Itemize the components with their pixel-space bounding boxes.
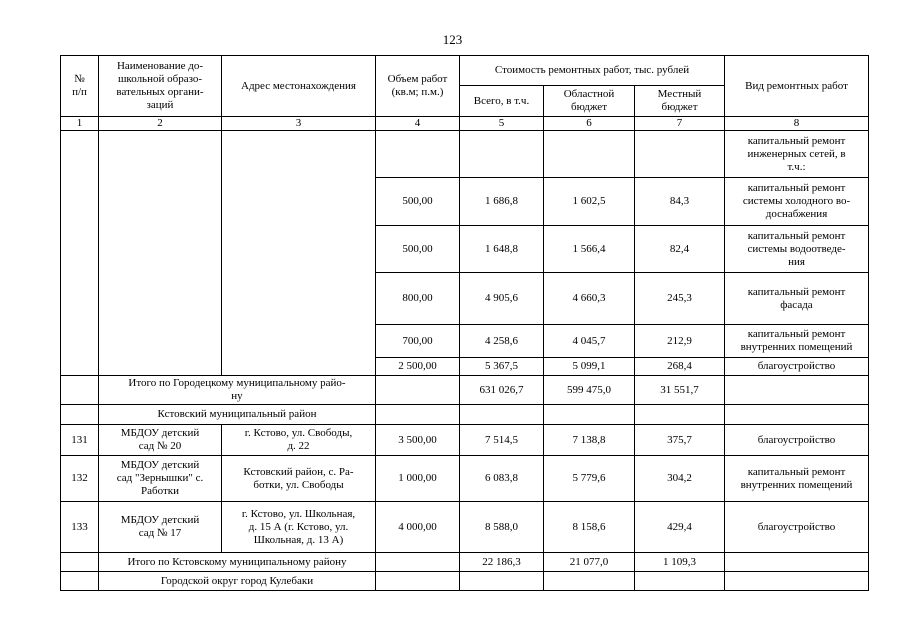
column-number: 5 — [460, 117, 544, 131]
district-row — [61, 405, 869, 425]
local-cell: 82,4 — [635, 226, 725, 273]
subtotal-label: Итого по Кстовскому муниципальному району — [99, 553, 376, 572]
header-row — [61, 56, 869, 86]
address-cell: Кстовский район, с. Ра- ботки, ул. Свободы — [222, 456, 376, 502]
regional-cell: 21 077,0 — [544, 553, 635, 572]
empty-cell — [635, 405, 725, 425]
table-row — [61, 425, 869, 456]
work-type-cell: благоустройство — [725, 502, 869, 553]
volume-cell: 700,00 — [376, 325, 460, 358]
column-number-row — [61, 117, 869, 131]
regional-cell: 7 138,8 — [544, 425, 635, 456]
empty-cell — [725, 376, 869, 405]
total-cell: 8 588,0 — [460, 502, 544, 553]
regional-cell: 599 475,0 — [544, 376, 635, 405]
empty-cell — [725, 572, 869, 591]
table-row — [61, 502, 869, 553]
local-cell: 212,9 — [635, 325, 725, 358]
volume-cell: 3 500,00 — [376, 425, 460, 456]
regional-cell: 1 566,4 — [544, 226, 635, 273]
repair-works-table — [60, 55, 869, 591]
volume-cell: 500,00 — [376, 226, 460, 273]
volume-cell: 1 000,00 — [376, 456, 460, 502]
subtotal-label: Итого по Городецкому муниципальному райо- ну — [99, 376, 376, 405]
subtotal-row — [61, 376, 869, 405]
header-regional: Областной бюджет — [544, 86, 635, 117]
header-name: Наименование до- школьной образо- вательных органи- заций — [99, 56, 222, 117]
header-total: Всего, в т.ч. — [460, 86, 544, 117]
header-cost-group: Стоимость ремонтных работ, тыс. рублей — [460, 56, 725, 86]
organization-name: МБДОУ детский сад № 20 — [99, 425, 222, 456]
work-type-cell: капитальный ремонт системы холодного во- доснабжения — [725, 178, 869, 226]
work-type-cell: капитальный ремонт внутренних помещений — [725, 325, 869, 358]
total-cell: 22 186,3 — [460, 553, 544, 572]
header-address: Адрес местонахождения — [222, 56, 376, 117]
empty-cell — [544, 405, 635, 425]
volume-cell: 500,00 — [376, 178, 460, 226]
total-cell: 4 905,6 — [460, 273, 544, 325]
row-number: 133 — [61, 502, 99, 553]
subtotal-row — [61, 553, 869, 572]
table-row — [61, 131, 869, 178]
row-number: 132 — [61, 456, 99, 502]
district-label: Кстовский муниципальный район — [99, 405, 376, 425]
empty-cell — [61, 553, 99, 572]
local-cell: 429,4 — [635, 502, 725, 553]
total-cell: 7 514,5 — [460, 425, 544, 456]
regional-cell: 8 158,6 — [544, 502, 635, 553]
total-cell: 4 258,6 — [460, 325, 544, 358]
empty-cell — [376, 553, 460, 572]
local-cell: 31 551,7 — [635, 376, 725, 405]
address-cell: г. Кстово, ул. Свободы, д. 22 — [222, 425, 376, 456]
empty-cell — [61, 572, 99, 591]
header-local: Местный бюджет — [635, 86, 725, 117]
row-number: 131 — [61, 425, 99, 456]
volume-cell: 800,00 — [376, 273, 460, 325]
work-type-cell: капитальный ремонт внутренних помещений — [725, 456, 869, 502]
empty-cell — [61, 405, 99, 425]
total-cell: 5 367,5 — [460, 358, 544, 376]
local-cell: 268,4 — [635, 358, 725, 376]
column-number: 1 — [61, 117, 99, 131]
header-volume: Объем работ (кв.м; п.м.) — [376, 56, 460, 117]
work-type-cell: капитальный ремонт системы водоотведе- ния — [725, 226, 869, 273]
column-number: 7 — [635, 117, 725, 131]
work-type-cell: капитальный ремонт инженерных сетей, в т.ч.: — [725, 131, 869, 178]
column-number: 3 — [222, 117, 376, 131]
empty-cell — [725, 553, 869, 572]
column-number: 6 — [544, 117, 635, 131]
column-number: 2 — [99, 117, 222, 131]
empty-cell — [725, 405, 869, 425]
page-number: 123 — [442, 32, 463, 47]
empty-cell — [460, 572, 544, 591]
empty-cell — [61, 131, 99, 376]
empty-cell — [460, 405, 544, 425]
organization-name: МБДОУ детский сад № 17 — [99, 502, 222, 553]
total-cell: 1 648,8 — [460, 226, 544, 273]
volume-cell: 2 500,00 — [376, 358, 460, 376]
regional-cell: 1 602,5 — [544, 178, 635, 226]
empty-cell — [99, 131, 222, 376]
column-number: 4 — [376, 117, 460, 131]
volume-cell: 4 000,00 — [376, 502, 460, 553]
total-cell — [460, 131, 544, 178]
empty-cell — [61, 376, 99, 405]
column-number: 8 — [725, 117, 869, 131]
organization-name: МБДОУ детский сад "Зернышки" с. Работки — [99, 456, 222, 502]
regional-cell: 4 045,7 — [544, 325, 635, 358]
total-cell: 6 083,8 — [460, 456, 544, 502]
work-type-cell: благоустройство — [725, 425, 869, 456]
total-cell: 1 686,8 — [460, 178, 544, 226]
local-cell: 245,3 — [635, 273, 725, 325]
work-type-cell: капитальный ремонт фасада — [725, 273, 869, 325]
district-row — [61, 572, 869, 591]
empty-cell — [544, 572, 635, 591]
local-cell: 1 109,3 — [635, 553, 725, 572]
table-row — [61, 456, 869, 502]
local-cell: 375,7 — [635, 425, 725, 456]
local-cell — [635, 131, 725, 178]
header-work-type: Вид ремонтных работ — [725, 56, 869, 117]
empty-cell — [635, 572, 725, 591]
district-label: Городской округ город Кулебаки — [99, 572, 376, 591]
empty-cell — [376, 405, 460, 425]
empty-cell — [222, 131, 376, 376]
work-type-cell: благоустройство — [725, 358, 869, 376]
empty-cell — [376, 376, 460, 405]
local-cell: 84,3 — [635, 178, 725, 226]
regional-cell — [544, 131, 635, 178]
regional-cell: 4 660,3 — [544, 273, 635, 325]
volume-cell — [376, 131, 460, 178]
address-cell: г. Кстово, ул. Школьная, д. 15 А (г. Кстово, ул. Школьная, д. 13 А) — [222, 502, 376, 553]
header-no: № п/п — [61, 56, 99, 117]
local-cell: 304,2 — [635, 456, 725, 502]
regional-cell: 5 099,1 — [544, 358, 635, 376]
total-cell: 631 026,7 — [460, 376, 544, 405]
regional-cell: 5 779,6 — [544, 456, 635, 502]
empty-cell — [376, 572, 460, 591]
